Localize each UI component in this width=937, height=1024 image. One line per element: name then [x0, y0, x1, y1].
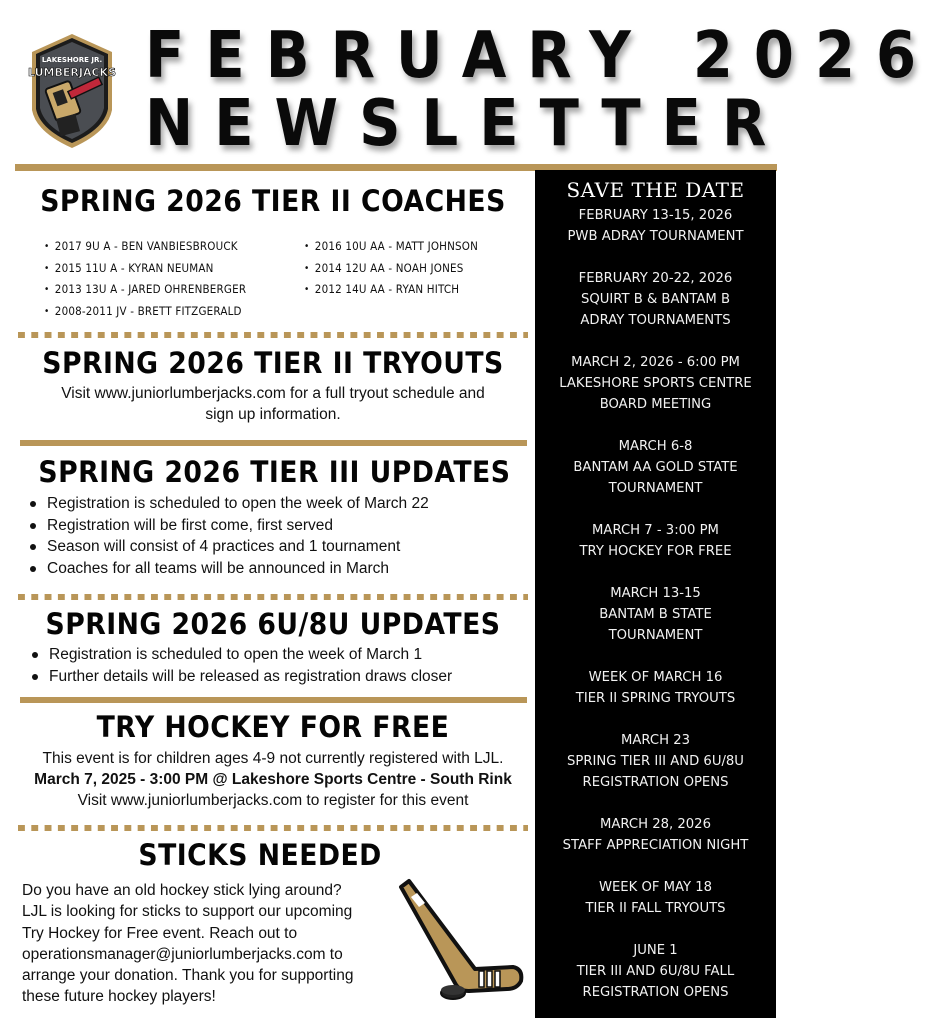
event-item — [535, 268, 776, 331]
save-the-date-title: SAVE THE DATE — [566, 178, 745, 202]
coach-item: • 2008-2011 JV - BRETT FITZGERALD — [44, 301, 278, 323]
event-description: SPRING TIER III AND 6U/8U — [567, 754, 744, 769]
event-description: TOURNAMENT — [608, 628, 703, 643]
coaches-list — [44, 236, 514, 322]
sticks-line: operationsmanager@juniorlumberjacks.com to — [22, 945, 343, 963]
section-divider — [20, 697, 527, 703]
tier3-heading: SPRING 2026 TIER III UPDATES — [38, 455, 511, 489]
event-description: LAKESHORE SPORTS CENTRE — [559, 376, 752, 391]
event-description: BOARD MEETING — [599, 397, 712, 412]
event-date: MARCH 23 — [620, 733, 690, 748]
event-description: STAFF APPRECIATION NIGHT — [562, 838, 749, 853]
event-description: TOURNAMENT — [608, 481, 703, 496]
try-hockey-line-3: Visit www.juniorlumberjacks.com to register for this event — [77, 792, 469, 809]
tryouts-text-line-2: sign up information. — [205, 406, 341, 423]
event-item — [535, 667, 776, 709]
coaches-section — [18, 184, 528, 218]
sticks-line: arrange your donation. Thank you for supporting — [22, 967, 354, 985]
try-hockey-event-details: March 7, 2025 - 3:00 PM @ Lakeshore Sports Centre - South Rink — [34, 771, 512, 788]
event-description: TIER III AND 6U/8U FALL — [576, 964, 735, 979]
dotted-divider — [18, 825, 528, 831]
event-date: JUNE 1 — [633, 943, 678, 958]
try-hockey-line-1: This event is for children ages 4-9 not currently registered with LJL. — [42, 750, 504, 767]
tryouts-section — [18, 346, 528, 425]
dotted-divider — [18, 332, 528, 338]
title-line-2: NEWSLETTER — [145, 87, 788, 161]
tier3-bullet: Season will consist of 4 practices and 1 tournament — [22, 536, 528, 558]
tier3-bullet: Registration will be first come, first served — [22, 515, 528, 537]
event-item — [535, 814, 776, 856]
event-date: WEEK OF MARCH 16 — [588, 670, 723, 685]
lumberjacks-logo — [28, 32, 116, 150]
sticks-line: LJL is looking for sticks to support our upcoming — [22, 903, 353, 921]
event-description: REGISTRATION OPENS — [582, 775, 729, 790]
event-item — [535, 436, 776, 499]
event-date: MARCH 2, 2026 - 6:00 PM — [571, 355, 740, 370]
coach-item: • 2016 10U AA - MATT JOHNSON — [304, 236, 478, 258]
hockey-stick-icon — [395, 877, 530, 1005]
coaches-column-1 — [44, 236, 278, 322]
coach-item: • 2013 13U A - JARED OHRENBERGER — [44, 279, 278, 301]
u6u8-bullet: Further details will be released as registration draws closer — [24, 666, 528, 688]
event-item — [535, 352, 776, 415]
try-hockey-heading: TRY HOCKEY FOR FREE — [96, 710, 450, 744]
coaches-heading: SPRING 2026 TIER II COACHES — [40, 184, 506, 218]
event-date: WEEK OF MAY 18 — [598, 880, 713, 895]
dotted-divider — [18, 594, 528, 600]
coach-item: • 2012 14U AA - RYAN HITCH — [304, 279, 478, 301]
event-item — [535, 583, 776, 646]
sticks-text — [22, 880, 402, 1008]
event-item — [535, 520, 776, 562]
event-description: BANTAM AA GOLD STATE — [573, 460, 738, 475]
event-description: ADRAY TOURNAMENTS — [580, 313, 731, 328]
event-description: TRY HOCKEY FOR FREE — [579, 544, 732, 559]
sticks-section — [128, 838, 388, 872]
sticks-line: Try Hockey for Free event. Reach out to — [22, 924, 298, 942]
tier3-bullets — [22, 493, 528, 579]
event-date: MARCH 7 - 3:00 PM — [592, 523, 719, 538]
event-description: TIER II FALL TRYOUTS — [585, 901, 726, 916]
coach-item: • 2015 11U A - KYRAN NEUMAN — [44, 258, 278, 280]
event-item — [535, 730, 776, 793]
sticks-line: Do you have an old hockey stick lying around? — [22, 882, 342, 899]
u6u8-heading: SPRING 2026 6U/8U UPDATES — [45, 607, 501, 641]
event-item — [535, 205, 776, 247]
event-description: TIER II SPRING TRYOUTS — [575, 691, 736, 706]
sticks-heading: STICKS NEEDED — [138, 838, 382, 872]
svg-text:LAKESHORE JR.: LAKESHORE JR. — [41, 56, 103, 64]
title-line-1: FEBRUARY 2026 — [145, 19, 937, 93]
u6u8-section — [18, 607, 528, 687]
event-date: MARCH 6-8 — [618, 439, 693, 454]
event-item — [535, 940, 776, 1003]
event-date: MARCH 28, 2026 — [600, 817, 711, 832]
coach-item: • 2017 9U A - BEN VANBIESBROUCK — [44, 236, 278, 258]
tier3-bullet: Registration is scheduled to open the week of March 22 — [22, 493, 528, 515]
event-description: BANTAM B STATE — [599, 607, 712, 622]
event-date: FEBRUARY 13-15, 2026 — [578, 208, 733, 223]
event-date: FEBRUARY 20-22, 2026 — [578, 271, 733, 286]
coach-item: • 2014 12U AA - NOAH JONES — [304, 258, 478, 280]
tryouts-text-line-1: Visit www.juniorlumberjacks.com for a full tryout schedule and — [61, 385, 485, 402]
newsletter-title — [145, 19, 937, 161]
events-list — [535, 205, 776, 1003]
event-item — [535, 877, 776, 919]
event-description: REGISTRATION OPENS — [582, 985, 729, 1000]
coaches-column-2 — [304, 236, 478, 322]
svg-text:LUMBERJACKS: LUMBERJACKS — [28, 66, 116, 79]
tier3-bullet: Coaches for all teams will be announced in March — [22, 558, 528, 580]
section-divider — [20, 440, 527, 446]
event-date: MARCH 13-15 — [610, 586, 701, 601]
try-hockey-section — [18, 710, 528, 811]
save-the-date-panel — [535, 170, 776, 1018]
u6u8-bullet: Registration is scheduled to open the week of March 1 — [24, 644, 528, 666]
tier3-section — [18, 455, 528, 579]
sticks-line: these future hockey players! — [22, 988, 216, 1006]
event-description: PWB ADRAY TOURNAMENT — [567, 229, 744, 244]
u6u8-bullets — [24, 644, 528, 687]
tryouts-heading: SPRING 2026 TIER II TRYOUTS — [42, 346, 504, 380]
event-description: SQUIRT B & BANTAM B — [580, 292, 731, 307]
